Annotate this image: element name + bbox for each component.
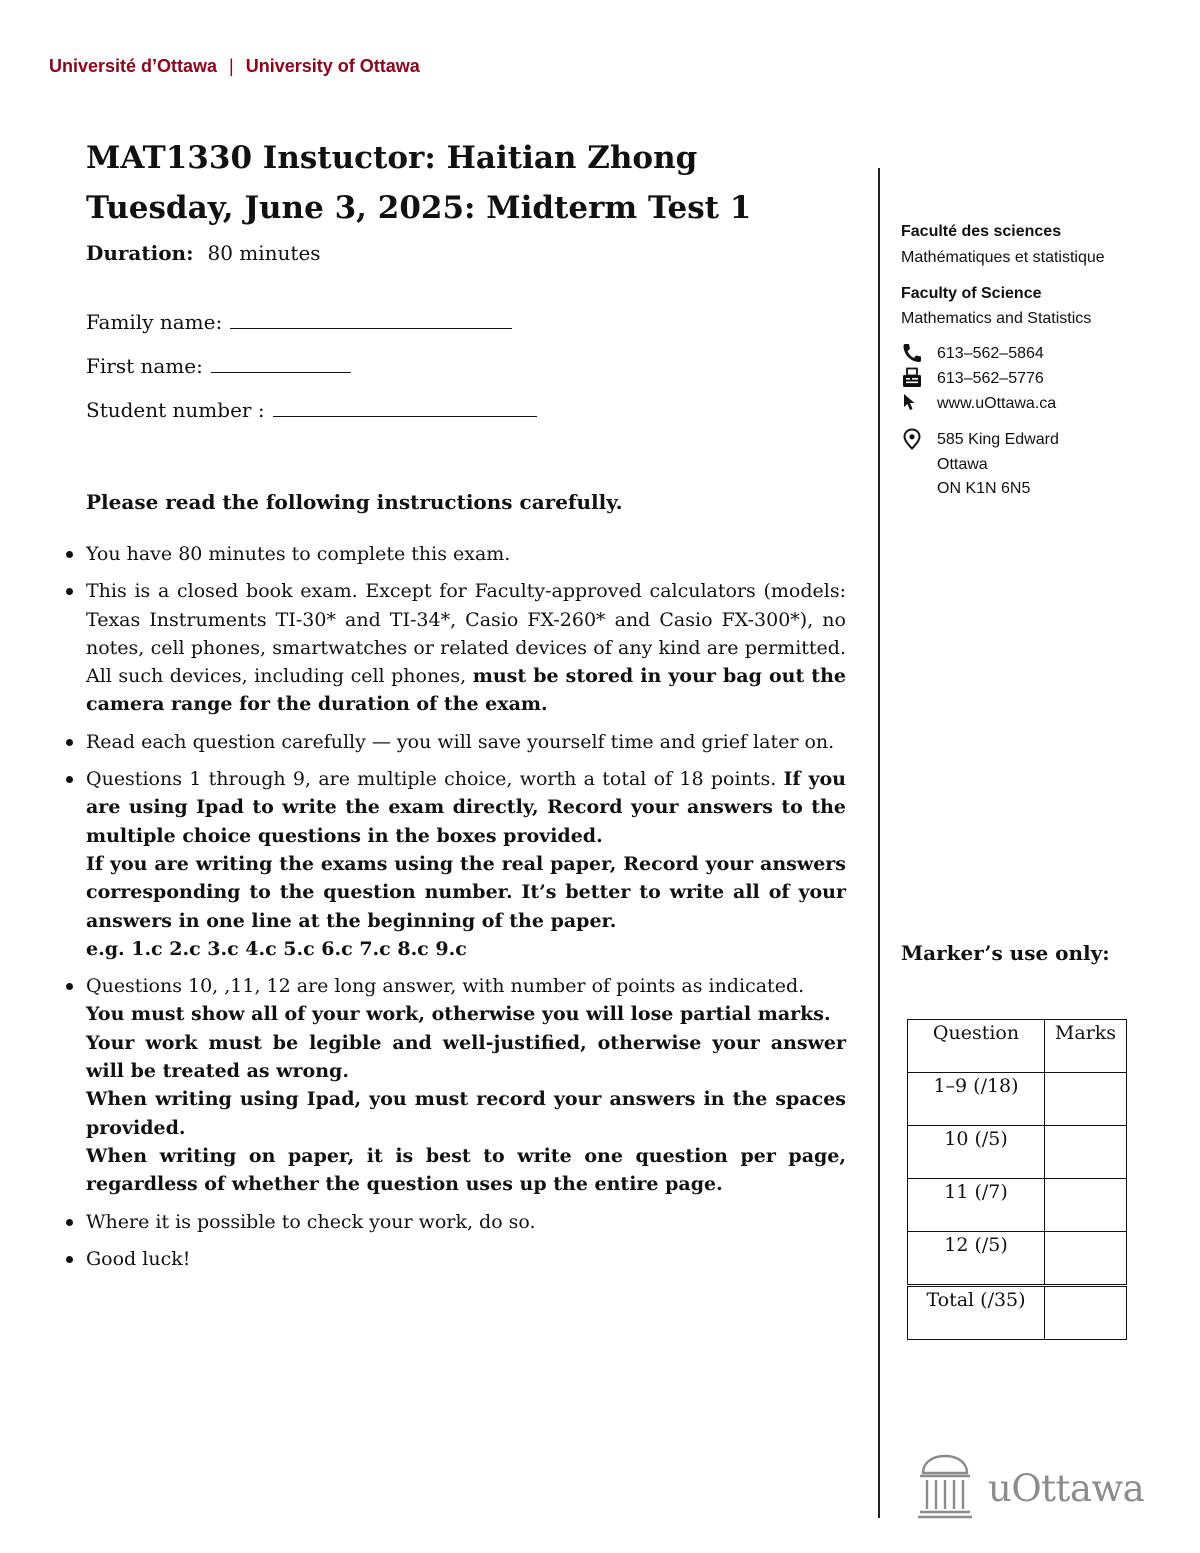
uottawa-wordmark: uOttawa xyxy=(988,1467,1145,1510)
address xyxy=(937,428,1059,502)
total-cell: Total (/35) xyxy=(908,1286,1045,1340)
address-line: ON K1N 6N5 xyxy=(937,480,1031,497)
marks-cell[interactable] xyxy=(1045,1126,1127,1179)
instruction-text: Where it is possible to check your work, do so. xyxy=(86,1210,536,1233)
instruction-text: Questions 10, ,11, 12 are long answer, with number of points as indicated. xyxy=(86,975,805,998)
table-row xyxy=(908,1179,1127,1232)
phone-icon xyxy=(901,342,923,364)
university-name-fr: Université d’Ottawa xyxy=(49,56,218,76)
family-name-label: Family name: xyxy=(86,310,223,334)
exam-title: MAT1330 Instuctor: Haitian Zhong xyxy=(86,140,698,176)
header-marks: Marks xyxy=(1045,1020,1127,1073)
instruction-example: e.g. 1.c 2.c 3.c 4.c 5.c 6.c 7.c 8.c 9.c xyxy=(86,937,467,960)
instruction-text: Questions 1 through 9, are multiple choice, worth a total of 18 points. xyxy=(86,768,777,791)
table-row xyxy=(908,1126,1127,1179)
header-question: Question xyxy=(908,1020,1045,1073)
duration-value: 80 minutes xyxy=(207,241,321,265)
first-name-field[interactable] xyxy=(86,354,351,378)
question-cell: 11 (/7) xyxy=(908,1179,1045,1232)
address-line: 585 King Edward xyxy=(937,431,1059,448)
marks-cell[interactable] xyxy=(1045,1073,1127,1126)
table-total-row xyxy=(908,1286,1127,1340)
instruction-text: Read each question carefully — you will save yourself time and grief later on. xyxy=(86,730,835,753)
instruction-bold-text: When writing using Ipad, you must record your answers in the spaces provided. xyxy=(86,1088,846,1139)
header-separator: | xyxy=(229,56,234,76)
marks-cell[interactable] xyxy=(1045,1232,1127,1286)
student-number-field[interactable] xyxy=(86,398,537,422)
marks-cell[interactable] xyxy=(1045,1179,1127,1232)
table-header-row xyxy=(908,1020,1127,1073)
instruction-bold-text: You must show all of your work, otherwise you will lose partial marks. xyxy=(86,1003,831,1026)
student-number-line[interactable] xyxy=(273,398,537,417)
location-pin-icon xyxy=(901,428,923,450)
instruction-bold-text: must be stored in your bag out the camera range for the duration of the exam. xyxy=(86,665,846,716)
building-icon xyxy=(917,1453,973,1521)
instruction-item xyxy=(62,728,846,756)
fax-icon xyxy=(901,367,923,389)
address-line: Ottawa xyxy=(937,455,988,473)
table-row xyxy=(908,1073,1127,1126)
family-name-field[interactable] xyxy=(86,310,512,334)
duration xyxy=(86,241,321,265)
phone-number: 613–562–5864 xyxy=(937,345,1044,362)
question-cell: 1–9 (/18) xyxy=(908,1073,1045,1126)
instruction-item xyxy=(62,1245,846,1273)
instruction-bold-text: Your work must be legible and well-justified, otherwise your answer will be treated as wrong. xyxy=(86,1031,846,1083)
instruction-text: You have 80 minutes to complete this exam. xyxy=(86,543,511,565)
instructions-title: Please read the following instructions carefully. xyxy=(86,490,623,514)
total-marks-cell[interactable] xyxy=(1045,1286,1127,1340)
question-cell: 12 (/5) xyxy=(908,1232,1045,1286)
exam-subtitle: Tuesday, June 3, 2025: Midterm Test 1 xyxy=(86,190,752,226)
university-name-en: University of Ottawa xyxy=(245,56,420,76)
marks-table xyxy=(907,1019,1127,1340)
fax-number: 613–562–5776 xyxy=(937,370,1044,387)
family-name-line[interactable] xyxy=(230,310,512,329)
instruction-text: Good luck! xyxy=(86,1247,191,1270)
uottawa-logo xyxy=(917,1453,1157,1523)
instructions-list xyxy=(62,540,846,1273)
instruction-item xyxy=(62,577,846,718)
department-fr: Mathématiques et statistique xyxy=(901,249,1105,266)
instruction-text: This is a closed book exam. Except for Faculty-approved calculators (models: Texas Instruments TI-30* and TI-34*, Casio FX-260* and Casio FX-300*), no notes, cell phones, smartwatches or related devices of any kind are permitted. All such devices, including cell phones, xyxy=(86,580,846,688)
faculty-fr: Faculté des sciences xyxy=(901,223,1062,240)
question-cell: 10 (/5) xyxy=(908,1126,1045,1179)
instruction-bold-text: If you are using Ipad to write the exam directly, Record your answers to the multiple choice questions in the boxes provided. xyxy=(86,768,846,847)
instruction-item xyxy=(62,540,846,568)
instruction-item xyxy=(62,1208,846,1236)
cursor-icon xyxy=(901,392,923,414)
university-header xyxy=(49,56,420,77)
vertical-divider xyxy=(878,168,880,1518)
faculty-en: Faculty of Science xyxy=(901,285,1042,302)
instruction-item xyxy=(62,972,846,1198)
instruction-bold-text: If you are writing the exams using the real paper, Record your answers corresponding to the question number. It’s better to write all of your answers in one line at the beginning of the paper. xyxy=(86,852,846,932)
table-row xyxy=(908,1232,1127,1286)
website[interactable]: www.uOttawa.ca xyxy=(937,395,1057,412)
marker-title: Marker’s use only: xyxy=(901,941,1110,965)
first-name-label: First name: xyxy=(86,354,203,378)
department-en: Mathematics and Statistics xyxy=(901,310,1092,327)
duration-label: Duration: xyxy=(86,241,194,265)
instruction-bold-text: When writing on paper, it is best to write one question per page, regardless of whether the question uses up the entire page. xyxy=(86,1144,846,1196)
instruction-item xyxy=(62,765,846,963)
student-number-label: Student number : xyxy=(86,398,265,422)
first-name-line[interactable] xyxy=(211,354,351,373)
